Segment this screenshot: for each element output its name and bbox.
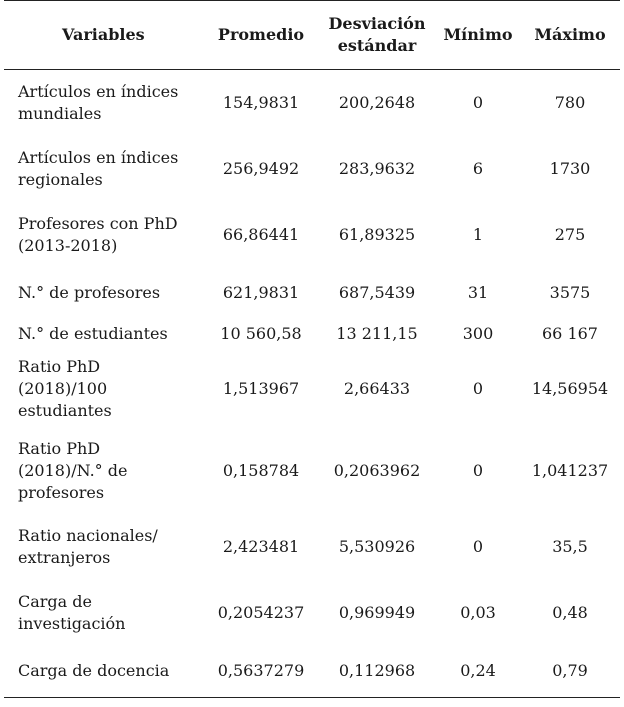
minimo-cell: 0 (472, 378, 484, 398)
variable-label-line: extranjeros (18, 547, 111, 567)
variable-cell (4, 428, 204, 514)
variable-label-line: profesores (18, 482, 105, 502)
minimo-cell: 0 (472, 536, 484, 556)
header-maximo: Máximo (534, 25, 606, 44)
variable-label-line: Ratio PhD (18, 356, 101, 376)
variable-label-line: Carga de docencia (18, 661, 170, 681)
table-body (4, 70, 620, 698)
variable-label-line: (2018)/100 (18, 378, 108, 398)
table-row (4, 646, 620, 698)
table-row (4, 318, 620, 350)
maximo-cell: 3575 (549, 282, 591, 302)
variable-cell (4, 202, 204, 268)
desviacion-cell: 283,9632 (338, 158, 416, 178)
desviacion-cell: 0,969949 (338, 602, 416, 622)
variable-cell (4, 514, 204, 580)
maximo-cell: 66 167 (542, 323, 598, 343)
header-minimo: Mínimo (443, 25, 513, 44)
maximo-cell: 0,48 (552, 602, 588, 622)
minimo-cell: 0 (472, 92, 484, 112)
variable-cell (4, 646, 204, 698)
maximo-cell: 275 (554, 224, 586, 244)
table-header (4, 1, 620, 70)
desviacion-cell: 687,5439 (338, 282, 416, 302)
variable-label-line: N.° de estudiantes (18, 323, 168, 343)
minimo-cell: 6 (472, 158, 484, 178)
maximo-cell: 14,56954 (531, 378, 609, 398)
desviacion-cell: 0,2063962 (333, 460, 421, 480)
minimo-cell: 31 (467, 282, 489, 302)
variable-label-line: Artículos en índices (18, 81, 179, 101)
maximo-cell: 35,5 (552, 536, 588, 556)
promedio-cell: 0,5637279 (217, 661, 305, 681)
table-row (4, 350, 620, 428)
variable-cell (4, 318, 204, 350)
variable-label-line: (2013-2018) (18, 235, 118, 255)
header-desviacion (318, 1, 436, 70)
variable-cell (4, 136, 204, 202)
variable-label-line: Ratio PhD (18, 438, 101, 458)
maximo-cell: 1730 (549, 158, 591, 178)
variable-label-line: Profesores con PhD (18, 213, 178, 233)
header-desviacion-line1: Desviación (328, 14, 426, 33)
maximo-cell: 1,041237 (531, 460, 609, 480)
table-row (4, 136, 620, 202)
variable-cell (4, 580, 204, 646)
promedio-cell: 0,2054237 (217, 602, 305, 622)
table-row (4, 580, 620, 646)
promedio-cell: 621,9831 (222, 282, 300, 302)
variable-label-line: investigación (18, 613, 126, 633)
promedio-cell: 1,513967 (222, 378, 300, 398)
variable-label-line: Ratio nacionales/ (18, 525, 158, 545)
promedio-cell: 0,158784 (222, 460, 300, 480)
table-row (4, 202, 620, 268)
maximo-cell: 780 (554, 92, 586, 112)
minimo-cell: 0 (472, 460, 484, 480)
variable-label-line: estudiantes (18, 400, 112, 420)
desviacion-cell: 5,530926 (338, 536, 416, 556)
promedio-cell: 154,9831 (222, 92, 300, 112)
maximo-cell: 0,79 (552, 661, 588, 681)
variable-label-line: Artículos en índices (18, 147, 179, 167)
desviacion-cell: 61,89325 (338, 224, 416, 244)
header-desviacion-line2: estándar (337, 36, 417, 55)
promedio-cell: 66,86441 (222, 224, 300, 244)
desviacion-cell: 200,2648 (338, 92, 416, 112)
header-row (4, 1, 620, 70)
desviacion-cell: 2,66433 (343, 378, 411, 398)
desviacion-cell: 13 211,15 (336, 323, 418, 343)
variable-cell (4, 350, 204, 428)
variable-label-line: mundiales (18, 103, 102, 123)
variable-cell (4, 268, 204, 318)
promedio-cell: 2,423481 (222, 536, 300, 556)
variable-label-line: regionales (18, 169, 103, 189)
promedio-cell: 256,9492 (222, 158, 300, 178)
table-row (4, 428, 620, 514)
statistics-table-container (4, 0, 620, 698)
variable-label-line: Carga de (18, 591, 93, 611)
header-variables: Variables (62, 25, 145, 44)
variable-label-line: (2018)/N.° de (18, 460, 128, 480)
variable-cell (4, 70, 204, 136)
descriptive-statistics-table (4, 0, 620, 698)
variable-label-line: N.° de profesores (18, 282, 161, 302)
minimo-cell: 0,24 (460, 661, 496, 681)
header-promedio: Promedio (217, 25, 305, 44)
table-row (4, 70, 620, 136)
minimo-cell: 1 (472, 224, 484, 244)
desviacion-cell: 0,112968 (338, 661, 416, 681)
minimo-cell: 0,03 (460, 602, 496, 622)
table-row (4, 268, 620, 318)
table-row (4, 514, 620, 580)
promedio-cell: 10 560,58 (220, 323, 302, 343)
minimo-cell: 300 (462, 323, 494, 343)
